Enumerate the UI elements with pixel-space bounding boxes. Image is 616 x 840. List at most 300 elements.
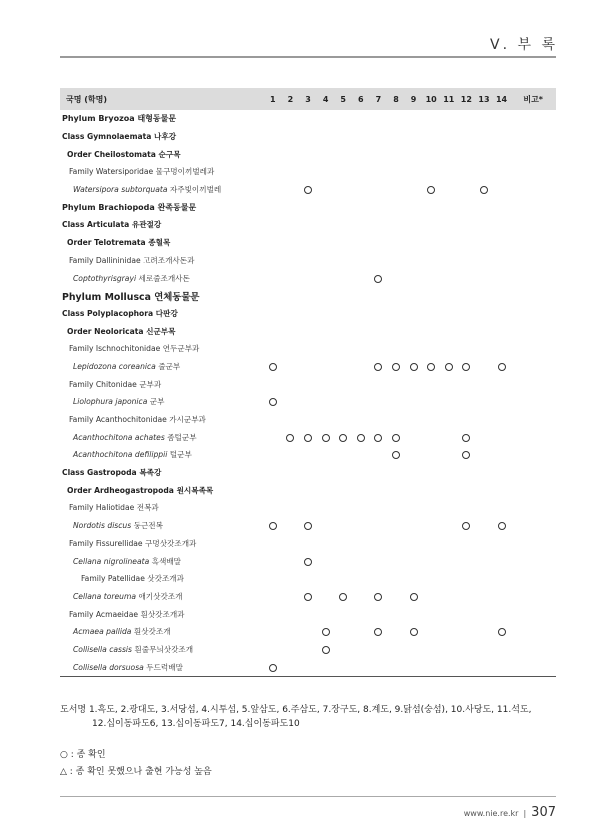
table-row <box>60 658 556 676</box>
site-cell <box>510 269 556 287</box>
site-cell <box>493 145 511 163</box>
site-cell <box>475 588 493 606</box>
site-cell <box>440 605 458 623</box>
header-col: 5 <box>334 88 352 110</box>
site-cell <box>370 181 388 199</box>
scientific-name: Acanthochitona achates <box>73 432 165 442</box>
site-cell <box>510 181 556 199</box>
site-cell <box>422 605 440 623</box>
site-cell <box>458 375 476 393</box>
site-cell <box>370 535 388 553</box>
site-cell <box>352 322 370 340</box>
site-cell <box>440 322 458 340</box>
korean-name: 군부 <box>149 397 165 407</box>
site-cell <box>493 287 511 305</box>
site-cell <box>405 269 423 287</box>
site-cell <box>440 552 458 570</box>
site-cell <box>510 623 556 641</box>
site-cell <box>317 234 335 252</box>
site-cell <box>299 446 317 464</box>
site-cell <box>264 588 282 606</box>
site-cell <box>370 358 388 376</box>
site-cell <box>282 322 300 340</box>
scientific-name: Order Neoloricata <box>67 326 144 336</box>
site-cell <box>405 128 423 146</box>
site-cell <box>422 499 440 517</box>
table-row <box>60 287 556 305</box>
korean-name: 줄군부 <box>158 361 181 371</box>
scientific-name: Class Polyplacophora <box>62 308 154 318</box>
section-title: Ⅴ. 부 록 <box>490 37 558 53</box>
site-cell <box>475 358 493 376</box>
site-cell <box>440 340 458 358</box>
site-cell <box>282 411 300 429</box>
site-cell <box>493 340 511 358</box>
site-cell <box>299 340 317 358</box>
header-col: 6 <box>352 88 370 110</box>
korean-name: 종혈목 <box>148 238 171 248</box>
table-row <box>60 428 556 446</box>
site-cell <box>405 552 423 570</box>
site-cell <box>422 481 440 499</box>
korean-name: 세로줄조개사돈 <box>138 273 190 283</box>
site-cell <box>282 464 300 482</box>
header-col: 14 <box>493 88 511 110</box>
site-cell <box>422 252 440 270</box>
presence-mark <box>392 451 400 459</box>
table-row <box>60 535 556 553</box>
taxon-name-cell <box>60 269 264 287</box>
site-cell <box>422 358 440 376</box>
site-cell <box>422 198 440 216</box>
site-cell <box>370 658 388 676</box>
site-cell <box>458 198 476 216</box>
site-cell <box>264 517 282 535</box>
legend-confirmed: ○ : 종 확인 <box>60 750 106 760</box>
site-cell <box>264 411 282 429</box>
korean-name: 태형동물문 <box>137 114 177 124</box>
header-col: 7 <box>370 88 388 110</box>
legend-possible: △ : 종 확인 못했으나 출현 가능성 높음 <box>60 767 212 777</box>
site-cell <box>440 375 458 393</box>
site-cell <box>405 658 423 676</box>
korean-name: 군부과 <box>139 379 162 389</box>
site-cell <box>510 535 556 553</box>
site-cell <box>475 198 493 216</box>
table-row <box>60 216 556 234</box>
site-cell <box>264 234 282 252</box>
site-cell <box>370 588 388 606</box>
site-cell <box>352 588 370 606</box>
site-cell <box>299 499 317 517</box>
site-cell <box>440 517 458 535</box>
site-cell <box>317 481 335 499</box>
scientific-name: Liolophura japonica <box>73 397 148 407</box>
site-cell <box>458 464 476 482</box>
site-cell <box>405 145 423 163</box>
site-cell <box>440 464 458 482</box>
site-cell <box>370 411 388 429</box>
presence-mark <box>304 593 312 601</box>
footer-url: www.nie.re.kr <box>463 809 519 818</box>
site-cell <box>475 340 493 358</box>
site-cell <box>334 517 352 535</box>
site-cell <box>510 252 556 270</box>
site-cell <box>370 110 388 128</box>
table-row <box>60 552 556 570</box>
site-cell <box>370 464 388 482</box>
taxon-name-cell <box>60 428 264 446</box>
korean-name: 둥근전복 <box>133 521 163 531</box>
site-cell <box>317 340 335 358</box>
scientific-name: Order Telotremata <box>67 238 146 248</box>
site-cell <box>475 216 493 234</box>
bottom-rule <box>60 796 556 797</box>
site-cell <box>299 605 317 623</box>
page-number: 307 <box>531 805 556 820</box>
site-cell <box>352 517 370 535</box>
site-cell <box>299 181 317 199</box>
site-cell <box>475 145 493 163</box>
site-cell <box>317 181 335 199</box>
site-cell <box>299 481 317 499</box>
site-cell <box>510 464 556 482</box>
site-cell <box>387 340 405 358</box>
site-cell <box>422 216 440 234</box>
table-row <box>60 517 556 535</box>
site-cell <box>475 110 493 128</box>
site-cell <box>334 552 352 570</box>
site-cell <box>352 110 370 128</box>
site-cell <box>405 411 423 429</box>
site-cell <box>493 181 511 199</box>
site-cell <box>317 605 335 623</box>
site-cell <box>282 145 300 163</box>
table-row <box>60 588 556 606</box>
scientific-name: Nordotis discus <box>73 521 132 531</box>
site-cell <box>458 570 476 588</box>
taxon-name-cell <box>60 358 264 376</box>
site-cell <box>282 216 300 234</box>
site-cell <box>370 340 388 358</box>
site-cell <box>510 446 556 464</box>
site-cell <box>352 428 370 446</box>
site-cell <box>334 269 352 287</box>
site-cell <box>493 658 511 676</box>
site-cell <box>299 393 317 411</box>
site-cell <box>282 375 300 393</box>
site-cell <box>405 252 423 270</box>
korean-name: 좀털군부 <box>167 432 197 442</box>
taxon-name-cell <box>60 216 264 234</box>
site-cell <box>264 641 282 659</box>
site-cell <box>352 305 370 323</box>
site-cell <box>458 605 476 623</box>
table-row <box>60 641 556 659</box>
site-cell <box>282 163 300 181</box>
site-cell <box>264 428 282 446</box>
site-cell <box>422 552 440 570</box>
site-cell <box>370 234 388 252</box>
korean-name: 순구목 <box>158 149 181 159</box>
site-cell <box>440 623 458 641</box>
table-row <box>60 393 556 411</box>
site-cell <box>475 570 493 588</box>
taxon-name-cell <box>60 623 264 641</box>
scientific-name: Family Patellidae <box>81 574 145 584</box>
site-cell <box>264 393 282 411</box>
site-cell <box>299 517 317 535</box>
site-cell <box>387 641 405 659</box>
site-cell <box>299 110 317 128</box>
site-cell <box>264 198 282 216</box>
site-cell <box>352 411 370 429</box>
site-cell <box>282 340 300 358</box>
header-col: 비고* <box>510 88 556 110</box>
site-cell <box>282 110 300 128</box>
site-cell <box>422 340 440 358</box>
table-row <box>60 234 556 252</box>
site-cell <box>387 252 405 270</box>
site-cell <box>387 481 405 499</box>
site-cell <box>387 305 405 323</box>
site-cell <box>422 181 440 199</box>
presence-mark <box>269 522 277 530</box>
taxon-name-cell <box>60 145 264 163</box>
korean-name: 완족동물문 <box>157 202 197 212</box>
presence-mark <box>480 186 488 194</box>
site-cell <box>334 446 352 464</box>
scientific-name: Family Acanthochitonidae <box>69 415 167 425</box>
site-cell <box>352 234 370 252</box>
table-row <box>60 181 556 199</box>
scientific-name: Order Cheilostomata <box>67 149 156 159</box>
site-cell <box>387 163 405 181</box>
korean-name: 가시군부과 <box>169 415 206 425</box>
site-cell <box>282 499 300 517</box>
site-cell <box>510 287 556 305</box>
presence-mark <box>322 434 330 442</box>
site-cell <box>282 552 300 570</box>
site-cell <box>440 658 458 676</box>
site-cell <box>387 181 405 199</box>
taxon-name-cell <box>60 163 264 181</box>
site-cell <box>510 588 556 606</box>
site-cell <box>387 623 405 641</box>
site-cell <box>440 216 458 234</box>
taxon-name-cell <box>60 499 264 517</box>
presence-mark <box>392 434 400 442</box>
site-cell <box>405 641 423 659</box>
site-cell <box>352 605 370 623</box>
korean-name: 흰줄무늬삿갓조개 <box>134 644 194 654</box>
site-cell <box>334 181 352 199</box>
site-cell <box>317 269 335 287</box>
site-cell <box>299 252 317 270</box>
site-cell <box>458 305 476 323</box>
site-cell <box>475 305 493 323</box>
scientific-name: Class Gastropoda <box>62 468 137 478</box>
site-cell <box>458 623 476 641</box>
site-cell <box>352 128 370 146</box>
korean-name: 원시복족목 <box>176 485 214 495</box>
site-cell <box>282 588 300 606</box>
site-cell <box>317 428 335 446</box>
site-cell <box>405 305 423 323</box>
scientific-name: Cellana nigrolineata <box>73 556 150 566</box>
presence-mark <box>410 593 418 601</box>
site-cell <box>510 481 556 499</box>
island-legend <box>60 703 560 731</box>
site-cell <box>422 411 440 429</box>
site-cell <box>387 446 405 464</box>
site-cell <box>475 181 493 199</box>
site-cell <box>352 552 370 570</box>
site-cell <box>422 588 440 606</box>
site-cell <box>440 110 458 128</box>
scientific-name: Coptothyrisgrayi <box>73 273 137 283</box>
site-cell <box>387 517 405 535</box>
site-cell <box>370 322 388 340</box>
table-row <box>60 358 556 376</box>
site-cell <box>282 623 300 641</box>
site-cell <box>334 358 352 376</box>
site-cell <box>493 641 511 659</box>
scientific-name: Cellana toreuma <box>73 591 137 601</box>
site-cell <box>352 198 370 216</box>
site-cell <box>405 198 423 216</box>
site-cell <box>493 234 511 252</box>
site-cell <box>334 340 352 358</box>
taxon-name-cell <box>60 322 264 340</box>
site-cell <box>493 446 511 464</box>
taxon-name-cell <box>60 552 264 570</box>
table-row <box>60 499 556 517</box>
site-cell <box>299 641 317 659</box>
korean-name: 두드럭배말 <box>146 662 183 672</box>
site-cell <box>387 358 405 376</box>
site-cell <box>422 428 440 446</box>
site-cell <box>317 641 335 659</box>
site-cell <box>422 234 440 252</box>
site-cell <box>334 428 352 446</box>
site-cell <box>317 623 335 641</box>
site-cell <box>387 411 405 429</box>
site-cell <box>493 163 511 181</box>
presence-mark <box>339 434 347 442</box>
site-cell <box>458 269 476 287</box>
site-cell <box>422 322 440 340</box>
site-cell <box>458 535 476 553</box>
site-cell <box>475 552 493 570</box>
site-cell <box>299 464 317 482</box>
site-cell <box>440 305 458 323</box>
korean-name: 연두군부과 <box>162 344 200 354</box>
site-cell <box>510 641 556 659</box>
site-cell <box>493 517 511 535</box>
site-cell <box>352 269 370 287</box>
taxon-name-cell <box>60 570 264 588</box>
korean-name: 애기삿갓조개 <box>138 591 183 601</box>
site-cell <box>282 198 300 216</box>
site-cell <box>334 535 352 553</box>
site-cell <box>299 198 317 216</box>
site-cell <box>282 393 300 411</box>
korean-name: 나후강 <box>154 132 177 142</box>
site-cell <box>475 623 493 641</box>
site-cell <box>317 517 335 535</box>
site-cell <box>422 535 440 553</box>
taxon-name-cell <box>60 234 264 252</box>
site-cell <box>334 252 352 270</box>
site-cell <box>510 145 556 163</box>
scientific-name: Family Acmaeidae <box>69 609 139 619</box>
site-cell <box>387 128 405 146</box>
site-cell <box>387 393 405 411</box>
site-cell <box>352 658 370 676</box>
site-cell <box>458 252 476 270</box>
site-cell <box>422 305 440 323</box>
header-col: 12 <box>458 88 476 110</box>
scientific-name: Acanthochitona defilippii <box>73 450 168 460</box>
site-cell <box>264 464 282 482</box>
taxon-name-cell <box>60 658 264 676</box>
site-cell <box>422 517 440 535</box>
table-row <box>60 198 556 216</box>
site-cell <box>405 499 423 517</box>
site-cell <box>282 358 300 376</box>
site-cell <box>458 234 476 252</box>
site-cell <box>352 340 370 358</box>
korean-name: 연체동물문 <box>154 291 200 303</box>
taxon-name-cell <box>60 641 264 659</box>
site-cell <box>334 588 352 606</box>
site-cell <box>282 641 300 659</box>
island-list-line1: 도서명 1.흑도, 2.광대도, 3.서당섬, 4.시투섬, 5.앞삼도, 6.주삼도, 7.장구도, 8.계도, 9.닭섬(숭섬), 10.사당도, 11.석도, <box>60 705 532 715</box>
site-cell <box>422 446 440 464</box>
site-cell <box>387 269 405 287</box>
scientific-name: Order Ardheogastropoda <box>67 485 174 495</box>
site-cell <box>422 393 440 411</box>
site-cell <box>475 287 493 305</box>
site-cell <box>510 499 556 517</box>
site-cell <box>334 393 352 411</box>
site-cell <box>458 145 476 163</box>
presence-mark <box>462 434 470 442</box>
site-cell <box>440 570 458 588</box>
site-cell <box>422 623 440 641</box>
site-cell <box>458 658 476 676</box>
site-cell <box>352 464 370 482</box>
site-cell <box>299 375 317 393</box>
site-cell <box>493 552 511 570</box>
site-cell <box>493 464 511 482</box>
header-col: 13 <box>475 88 493 110</box>
site-cell <box>387 145 405 163</box>
header-col: 11 <box>440 88 458 110</box>
site-cell <box>264 145 282 163</box>
site-cell <box>405 287 423 305</box>
site-cell <box>334 641 352 659</box>
site-cell <box>493 588 511 606</box>
site-cell <box>299 322 317 340</box>
presence-mark <box>498 363 506 371</box>
site-cell <box>264 181 282 199</box>
site-cell <box>317 570 335 588</box>
table-row <box>60 163 556 181</box>
site-cell <box>405 588 423 606</box>
site-cell <box>493 411 511 429</box>
